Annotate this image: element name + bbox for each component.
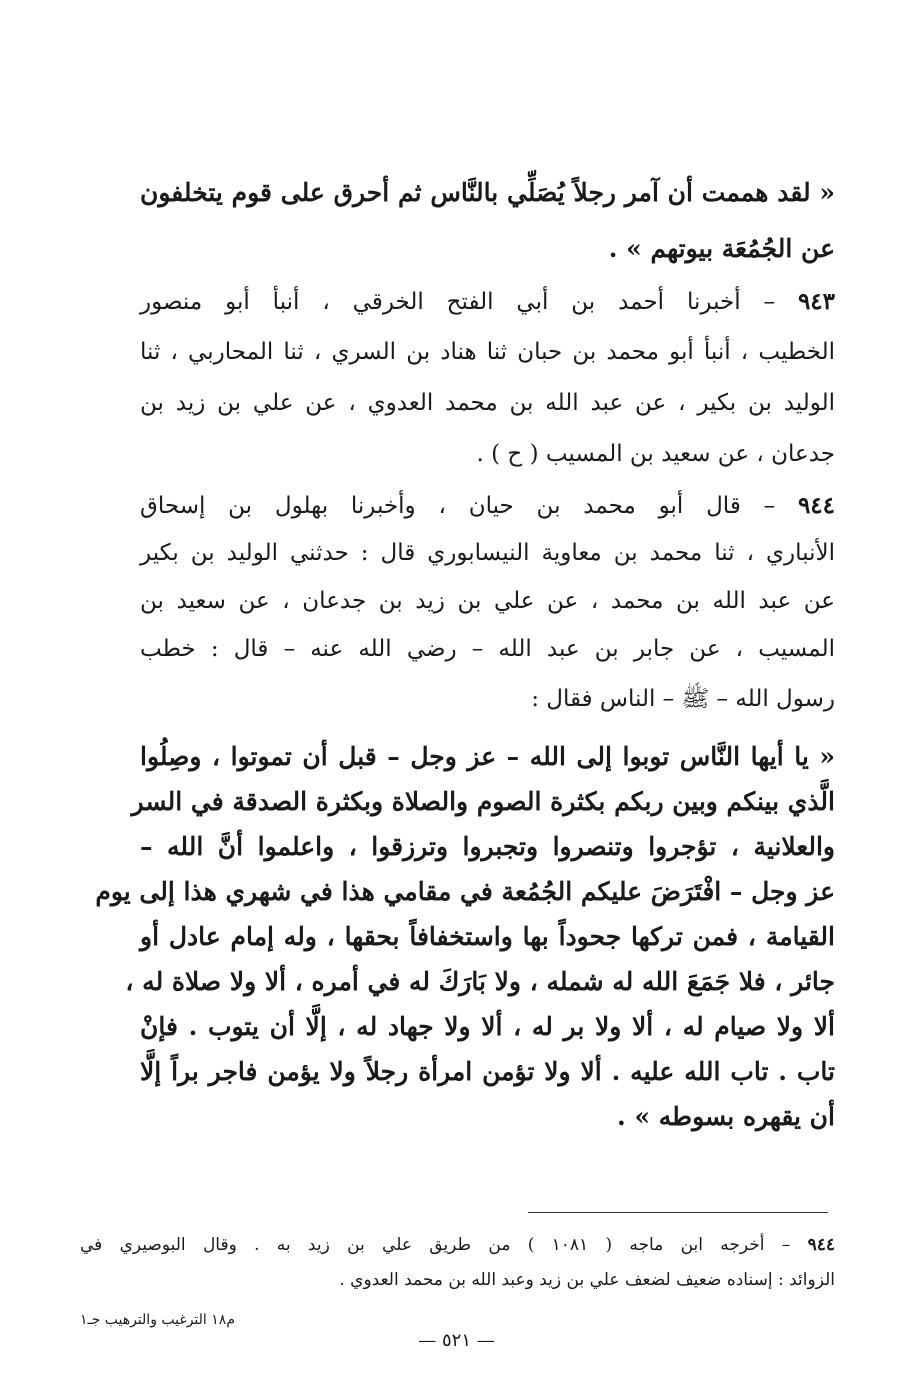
sermon-line: عز وجل – افْتَرَضَ عليكم الجُمُعة في مقامي هذا في شهري هذا إلى يوم	[95, 877, 835, 906]
sermon-line: الَّذي بينكم وبين ربكم بكثرة الصوم والصلاة وبكثرة الصدقة في السر	[131, 787, 835, 816]
footnote-divider	[528, 1212, 828, 1213]
hadith-943-line: الخطيب ، أنبأ أبو محمد بن حبان ثنا هناد بن السري ، ثنا المحاربي ، ثنا	[140, 339, 835, 365]
footnote-line-2: الزوائد : إسناده ضعيف لضعف علي بن زيد وعبد الله بن محمد العدوي .	[339, 1270, 835, 1290]
sermon-line: تاب . تاب الله عليه . ألا ولا تؤمن امرأة رجلاً ولا يؤمن فاجر براً إلَّا	[140, 1057, 835, 1086]
hadith-number: ٩٤٣	[797, 288, 836, 315]
signature-mark: م١٨ الترغيب والترهيب جـ١	[80, 1312, 235, 1328]
sermon-line: ألا ولا صيام له ، ألا ولا بر له ، ألا ولا جهاد له ، إلَّا أن يتوب . فإنْ	[140, 1012, 835, 1041]
footnote-line-1	[80, 1235, 835, 1255]
footnote-text: – أخرجه ابن ماجه ( ١٠٨١ ) من طريق علي بن زيد به . وقال البوصيري في	[80, 1235, 791, 1255]
page-number: — ٥٢١ —	[418, 1330, 495, 1351]
hadith-number: ٩٤٤	[797, 492, 835, 519]
sermon-line: والعلانية ، تؤجروا وتنصروا وتجبروا وترزقوا ، واعلموا أنَّ الله –	[140, 832, 835, 861]
opening-hadith-line: عن الجُمُعَة بيوتهم » .	[608, 234, 835, 263]
hadith-944-line: الأنباري ، ثنا محمد بن معاوية النيسابوري قال : حدثني الوليد بن بكير	[140, 540, 835, 566]
opening-hadith-line: « لقد هممت أن آمر رجلاً يُصَلِّي بالنَّاس ثم أحرق على قوم يتخلفون	[140, 178, 835, 207]
hadith-944-text: – قال أبو محمد بن حيان ، وأخبرنا بهلول بن إسحاق	[140, 493, 776, 519]
hadith-944-line: رسول الله – ﷺ – الناس فقال :	[531, 686, 835, 712]
hadith-944-line-1	[140, 492, 835, 519]
footnote-number: ٩٤٤	[807, 1235, 835, 1255]
hadith-944-line: المسيب ، عن جابر بن عبد الله – رضي الله عنه – قال : خطب	[140, 636, 835, 662]
sermon-line: القيامة ، فمن تركها جحوداً بها واستخفافاً بحقها ، وله إمام عادل أو	[140, 922, 835, 951]
hadith-943-line-1	[140, 288, 835, 315]
hadith-943-line: الوليد بن بكير ، عن عبد الله بن محمد العدوي ، عن علي بن زيد بن	[140, 390, 835, 416]
hadith-943-line: جدعان ، عن سعيد بن المسيب ( ح ) .	[476, 441, 835, 467]
sermon-line: جائر ، فلا جَمَعَ الله له شمله ، ولا بَارَكَ له في أمره ، ألا ولا صلاة له ،	[125, 967, 835, 996]
hadith-943-text: – أخبرنا أحمد بن أبي الفتح الخرقي ، أنبأ أبو منصور	[140, 289, 776, 315]
sermon-line: أن يقهره بسوطه » .	[617, 1102, 835, 1131]
sermon-line: « يا أيها النَّاس توبوا إلى الله – عز وجل – قبل أن تموتوا ، وصِلُوا	[140, 742, 835, 771]
hadith-944-line: عن عبد الله بن محمد ، عن علي بن زيد بن جدعان ، عن سعيد بن	[140, 588, 835, 614]
